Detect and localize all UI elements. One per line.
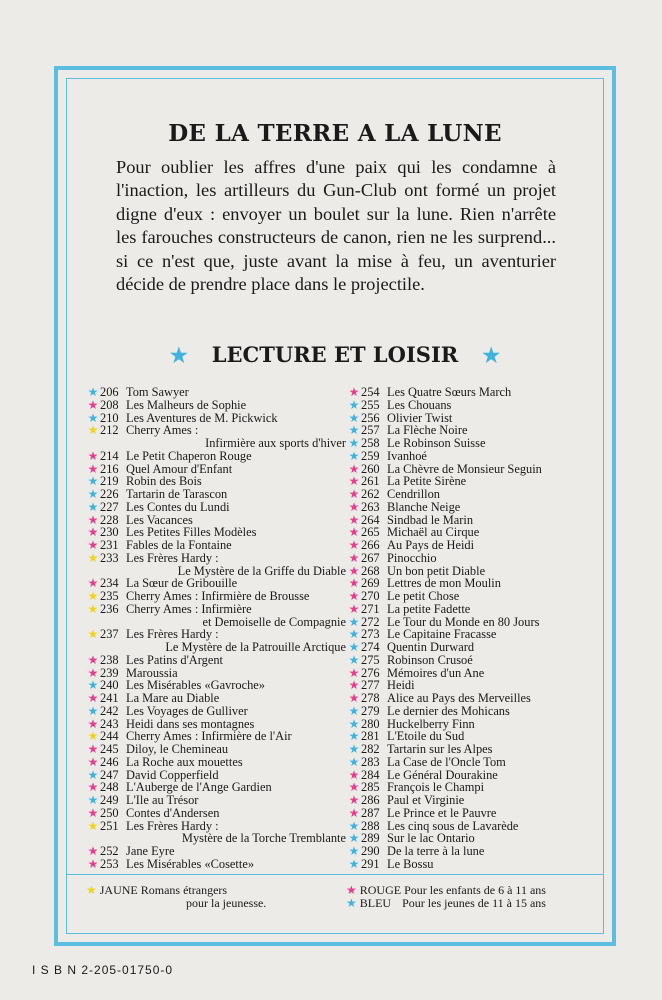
star-icon: ★ (348, 512, 360, 527)
star-icon: ★ (348, 818, 360, 833)
catalog-entry (86, 501, 350, 514)
star-icon: ★ (348, 716, 360, 731)
entry-title: Cherry Ames : Infirmière de l'Air (126, 729, 292, 744)
star-icon: ★ (87, 818, 99, 833)
entry-number: 235 (100, 589, 119, 603)
star-icon: ★ (87, 589, 99, 603)
entry-title: Les Patins d'Argent (126, 652, 223, 667)
entry-number: 233 (100, 550, 119, 565)
star-icon: ★ (348, 665, 360, 680)
entry-title: Sindbad le Marin (387, 512, 474, 527)
entry-title: Olivier Twist (387, 410, 453, 425)
entry-number: 281 (361, 729, 380, 744)
star-icon: ★ (348, 563, 360, 578)
entry-title: De la terre à la lune (387, 844, 485, 858)
catalog-entry (347, 858, 609, 871)
star-icon: ★ (87, 856, 99, 871)
entry-number: 243 (100, 716, 119, 731)
entry-title: Maroussia (126, 665, 178, 680)
entry-title: Jane Eyre (126, 844, 175, 858)
catalog-entry (86, 437, 350, 450)
star-icon: ★ (348, 678, 360, 693)
catalog-entry (347, 743, 609, 756)
entry-title: Diloy, le Chemineau (126, 742, 229, 756)
entry-title: Les Frères Hardy : (126, 550, 219, 565)
star-icon: ★ (87, 691, 99, 705)
star-icon: ★ (348, 844, 360, 858)
entry-title: Le Mystère de la Patrouille Arctique (165, 640, 346, 654)
catalog-entry (347, 603, 609, 616)
entry-title: Les Misérables «Gavroche» (126, 678, 266, 693)
star-icon: ★ (87, 767, 99, 782)
entry-title: Les Petites Filles Modèles (126, 525, 257, 540)
entry-title: Le Robinson Suisse (387, 436, 486, 450)
star-icon: ★ (348, 793, 360, 807)
star-icon: ★ (348, 423, 360, 438)
catalog-entry (347, 437, 609, 450)
entry-number: 285 (361, 780, 380, 795)
entry-title: David Copperfield (126, 767, 219, 782)
catalog-entry (86, 539, 350, 552)
catalog-entry (347, 501, 609, 514)
entry-number: 274 (361, 640, 380, 654)
star-icon: ★ (87, 448, 99, 463)
legend-text: Romans étrangers (140, 883, 228, 897)
catalog-entry (347, 845, 609, 858)
book-title: DE LA TERRE A LA LUNE (168, 120, 502, 147)
star-icon: ★ (348, 385, 360, 399)
legend-text: pour la jeunesse. (186, 896, 267, 910)
catalog-entry (347, 539, 609, 552)
entry-title: La Mare au Diable (126, 691, 220, 705)
star-icon: ★ (87, 474, 99, 489)
entry-number: 263 (361, 499, 380, 514)
catalog-entry (347, 590, 609, 603)
entry-title: La Flèche Noire (387, 423, 468, 438)
entry-number (100, 437, 126, 450)
entry-title: L'Etoile du Sud (387, 729, 465, 744)
star-icon: ★ (348, 410, 360, 425)
catalog-entry (86, 641, 350, 654)
entry-title: Le Tour du Monde en 80 Jours (387, 614, 540, 629)
entry-number: 206 (100, 385, 119, 399)
star-icon: ★ (87, 780, 99, 795)
entry-title: Infirmière aux sports d'hiver (205, 436, 346, 450)
entry-title: Les Voyages de Gulliver (126, 703, 248, 718)
entry-number: 259 (361, 448, 380, 463)
entry-number: 280 (361, 716, 380, 731)
entry-title: La Sœur de Gribouille (126, 576, 238, 591)
entry-number: 241 (100, 691, 119, 705)
entry-title: Huckelberry Finn (387, 716, 475, 731)
entry-title: Les cinq sous de Lavarède (387, 818, 519, 833)
entry-number: 264 (361, 512, 380, 527)
entry-title: Pinocchio (387, 550, 437, 565)
star-icon: ★ (87, 487, 99, 501)
entry-number: 237 (100, 627, 119, 642)
entry-number: 276 (361, 665, 380, 680)
entry-number: 208 (100, 397, 119, 412)
entry-title: Les Vacances (126, 512, 193, 527)
legend-label: JAUNE (99, 883, 138, 897)
catalog-entry (86, 386, 350, 399)
star-icon: ★ (87, 793, 99, 807)
entry-number: 234 (100, 576, 119, 591)
entry-title: Quel Amour d'Enfant (126, 461, 233, 476)
entry-title: La Petite Sirène (387, 474, 467, 489)
star-icon: ★ (87, 385, 99, 399)
star-icon: ★ (87, 844, 99, 858)
entry-number: 287 (361, 805, 380, 820)
star-icon: ★ (348, 767, 360, 782)
entry-number: 271 (361, 601, 380, 616)
star-icon: ★ (348, 448, 360, 463)
catalog-entry (86, 488, 350, 501)
entry-title: Robinson Crusoé (387, 652, 473, 667)
star-icon: ★ (87, 423, 99, 438)
entry-title: Blanche Neige (387, 499, 461, 514)
entry-number: 240 (100, 678, 119, 693)
legend-divider (66, 874, 604, 875)
entry-number: 227 (100, 499, 119, 514)
catalog-entry (86, 450, 350, 463)
entry-number: 212 (100, 423, 119, 438)
star-icon: ★ (87, 601, 99, 616)
entry-number: 242 (100, 703, 119, 718)
series-heading (66, 342, 604, 367)
entry-title: Robin des Bois (126, 474, 202, 489)
star-icon: ★ (87, 652, 99, 667)
entry-title: Mémoires d'un Ane (387, 665, 485, 680)
catalog-entry (347, 450, 609, 463)
entry-title: Alice au Pays des Merveilles (387, 691, 531, 705)
catalog-entry (347, 756, 609, 769)
entry-title: Les Malheurs de Sophie (126, 397, 247, 412)
entry-number: 273 (361, 627, 380, 642)
star-icon: ★ (348, 754, 360, 769)
entry-title: L'Ile au Trésor (126, 793, 199, 807)
entry-number: 256 (361, 410, 380, 425)
entry-number: 239 (100, 665, 119, 680)
entry-title: Cherry Ames : (126, 423, 199, 438)
entry-title: Le Petit Chaperon Rouge (126, 448, 252, 463)
legend-label: BLEU (359, 896, 392, 910)
star-icon: ★ (348, 742, 360, 756)
star-icon: ★ (348, 487, 360, 501)
entry-number: 255 (361, 397, 380, 412)
entry-title: Tartarin sur les Alpes (387, 742, 493, 756)
star-icon: ★ (348, 576, 360, 591)
entry-number: 262 (361, 487, 380, 501)
entry-title: Les Aventures de M. Pickwick (126, 410, 278, 425)
entry-title: Sur le lac Ontario (387, 831, 475, 846)
entry-title: La Chèvre de Monsieur Seguin (387, 461, 542, 476)
entry-title: et Demoiselle de Compagnie (202, 614, 346, 629)
entry-number: 286 (361, 793, 380, 807)
catalog-entry (347, 488, 609, 501)
entry-number: 238 (100, 652, 119, 667)
star-icon: ★ (87, 754, 99, 769)
catalog-entry (86, 845, 350, 858)
entry-title: François le Champi (387, 780, 485, 795)
series-title: LECTURE ET LOISIR (211, 342, 459, 367)
entry-number: 265 (361, 525, 380, 540)
catalog-entry (86, 756, 350, 769)
entry-number: 279 (361, 703, 380, 718)
entry-number: 261 (361, 474, 380, 489)
entry-title: Michaël au Cirque (387, 525, 480, 540)
entry-title: Le Mystère de la Griffe du Diable (177, 563, 346, 578)
star-icon: ★ (348, 525, 360, 540)
entry-title: Le Bossu (387, 856, 434, 871)
entry-number: 251 (100, 818, 119, 833)
star-icon: ★ (348, 461, 360, 476)
entry-title: La petite Fadette (387, 601, 471, 616)
entry-number: 288 (361, 818, 380, 833)
star-icon: ★ (87, 499, 99, 514)
star-icon: ★ (87, 678, 99, 693)
star-icon: ★ (348, 652, 360, 667)
entry-number: 269 (361, 576, 380, 591)
catalog-entry (86, 743, 350, 756)
catalog-entry (86, 705, 350, 718)
entry-number: 283 (361, 754, 380, 769)
star-icon: ★ (348, 601, 360, 616)
entry-title: Le dernier des Mohicans (387, 703, 510, 718)
entry-number: 248 (100, 780, 119, 795)
star-icon: ★ (87, 461, 99, 476)
star-icon: ★ (87, 397, 99, 412)
star-icon (86, 437, 100, 450)
entry-number: 236 (100, 601, 119, 616)
star-icon: ★ (348, 474, 360, 489)
entry-title: Les Frères Hardy : (126, 818, 219, 833)
star-icon: ★ (348, 499, 360, 514)
entry-number: 267 (361, 550, 380, 565)
catalog-entry (86, 654, 350, 667)
catalog-entry (86, 858, 350, 871)
star-icon: ★ (348, 614, 360, 629)
entry-title: Fables de la Fontaine (126, 538, 232, 552)
legend-text: Pour les enfants de 6 à 11 ans (404, 883, 546, 897)
entry-title: Heidi (387, 678, 415, 693)
catalog-entry (347, 654, 609, 667)
entry-number: 290 (361, 844, 380, 858)
entry-number: 210 (100, 410, 119, 425)
star-icon: ★ (87, 729, 99, 744)
catalog-entry (347, 552, 609, 565)
star-icon: ★ (87, 512, 99, 527)
entry-number: 230 (100, 525, 119, 540)
star-icon: ★ (348, 729, 360, 744)
star-icon: ★ (348, 640, 360, 654)
entry-title: Au Pays de Heidi (387, 538, 475, 552)
catalog-entry (347, 386, 609, 399)
entry-number: 260 (361, 461, 380, 476)
star-icon: ★ (348, 805, 360, 820)
entry-title: Le Prince et le Pauvre (387, 805, 497, 820)
entry-title: Les Contes du Lundi (126, 499, 230, 514)
entry-number (100, 641, 126, 654)
star-icon: ★ (87, 703, 99, 718)
entry-title: Mystère de la Torche Tremblante (181, 831, 346, 846)
entry-title: La Case de l'Oncle Tom (387, 754, 506, 769)
entry-number: 245 (100, 742, 119, 756)
star-icon: ★ (87, 716, 99, 731)
star-icon: ★ (348, 589, 360, 603)
catalog-list-right (347, 386, 609, 871)
entry-title: La Roche aux mouettes (126, 754, 243, 769)
entry-title: Les Chouans (387, 397, 452, 412)
catalog-entry (86, 603, 350, 616)
star-icon: ★ (87, 410, 99, 425)
entry-number: 226 (100, 487, 119, 501)
star-icon (86, 641, 100, 654)
entry-title: Heidi dans ses montagnes (126, 716, 255, 731)
entry-number: 284 (361, 767, 380, 782)
catalog-entry (347, 705, 609, 718)
star-icon: ★ (86, 883, 97, 897)
catalog-entry (347, 692, 609, 705)
entry-number: 228 (100, 512, 119, 527)
entry-title: Cherry Ames : Infirmière de Brousse (126, 589, 310, 603)
entry-title: Le Capitaine Fracasse (387, 627, 497, 642)
entry-number: 249 (100, 793, 119, 807)
entry-number: 270 (361, 589, 380, 603)
entry-number: 250 (100, 805, 119, 820)
entry-number: 257 (361, 423, 380, 438)
catalog-entry (86, 552, 350, 565)
star-icon: ★ (348, 691, 360, 705)
catalog-entry (86, 590, 350, 603)
entry-number: 258 (361, 436, 380, 450)
entry-number: 278 (361, 691, 380, 705)
entry-number: 214 (100, 448, 119, 463)
entry-title: Contes d'Andersen (126, 805, 220, 820)
entry-title: Paul et Virginie (387, 793, 465, 807)
entry-number: 247 (100, 767, 119, 782)
star-icon: ★ (348, 780, 360, 795)
entry-title: Un bon petit Diable (387, 563, 486, 578)
star-icon: ★ (169, 343, 188, 367)
entry-title: Tom Sawyer (126, 385, 189, 399)
catalog-entry (86, 807, 350, 820)
entry-title: Les Misérables «Cosette» (126, 856, 255, 871)
entry-title: Le Général Dourakine (387, 767, 498, 782)
star-icon: ★ (482, 343, 501, 367)
star-icon: ★ (348, 627, 360, 642)
entry-title: Les Quatre Sœurs March (387, 385, 512, 399)
catalog-entry (86, 794, 350, 807)
entry-number: 272 (361, 614, 380, 629)
entry-number: 216 (100, 461, 119, 476)
star-icon: ★ (87, 627, 99, 642)
catalog-entry (347, 794, 609, 807)
star-icon: ★ (346, 883, 357, 897)
entry-number: 253 (100, 856, 119, 871)
star-icon: ★ (87, 742, 99, 756)
entry-number: 231 (100, 538, 119, 552)
entry-title: L'Auberge de l'Ange Gardien (126, 780, 272, 795)
star-icon: ★ (87, 576, 99, 591)
star-icon: ★ (348, 856, 360, 871)
star-icon: ★ (348, 397, 360, 412)
entry-title: Cherry Ames : Infirmière (126, 601, 252, 616)
catalog-entry (347, 641, 609, 654)
star-icon: ★ (87, 805, 99, 820)
entry-title: Lettres de mon Moulin (387, 576, 501, 591)
entry-number: 252 (100, 844, 119, 858)
entry-title: Cendrillon (387, 487, 440, 501)
entry-number: 266 (361, 538, 380, 552)
entry-number: 291 (361, 856, 380, 871)
entry-number: 219 (100, 474, 119, 489)
legend-rouge-bleu (346, 884, 546, 910)
entry-number: 268 (361, 563, 380, 578)
catalog-entry (86, 399, 350, 412)
book-blurb: Pour oublier les affres d'une paix qui les condamne à l'inaction, les artilleurs du Gun-Club ont formé un projet digne d'eux : envoyer un boulet sur la lune. Rien n'arrête les farouches constructeurs de canon, rien ne les surprend... si ce n'est que, juste avant la mise à feu, un aventurier décide de prendre place dans le projectile. (116, 157, 556, 295)
star-icon: ★ (87, 550, 99, 565)
entry-title: Tartarin de Tarascon (126, 487, 228, 501)
star-icon: ★ (87, 525, 99, 540)
legend-label: ROUGE (359, 883, 402, 897)
star-icon: ★ (348, 538, 360, 552)
entry-title: Les Frères Hardy : (126, 627, 219, 642)
legend-jaune (86, 884, 266, 910)
entry-number: 289 (361, 831, 380, 846)
catalog-entry (86, 692, 350, 705)
entry-number: 277 (361, 678, 380, 693)
star-icon: ★ (346, 896, 357, 910)
catalog-list-left (86, 386, 350, 871)
legend-text: Pour les jeunes de 11 à 15 ans (402, 896, 546, 910)
entry-number: 282 (361, 742, 380, 756)
star-icon: ★ (348, 703, 360, 718)
catalog-entry (347, 399, 609, 412)
star-icon: ★ (348, 831, 360, 846)
star-icon: ★ (87, 665, 99, 680)
star-icon: ★ (87, 538, 99, 552)
entry-title: Quentin Durward (387, 640, 475, 654)
entry-title: Ivanhoé (387, 448, 427, 463)
entry-title: Le petit Chose (387, 589, 460, 603)
star-icon: ★ (348, 550, 360, 565)
entry-number: 244 (100, 729, 119, 744)
entry-number: 246 (100, 754, 119, 769)
catalog-entry (347, 807, 609, 820)
star-icon: ★ (348, 436, 360, 450)
isbn-number: I S B N 2-205-01750-0 (32, 963, 174, 977)
entry-number: 275 (361, 652, 380, 667)
entry-number: 254 (361, 385, 380, 399)
